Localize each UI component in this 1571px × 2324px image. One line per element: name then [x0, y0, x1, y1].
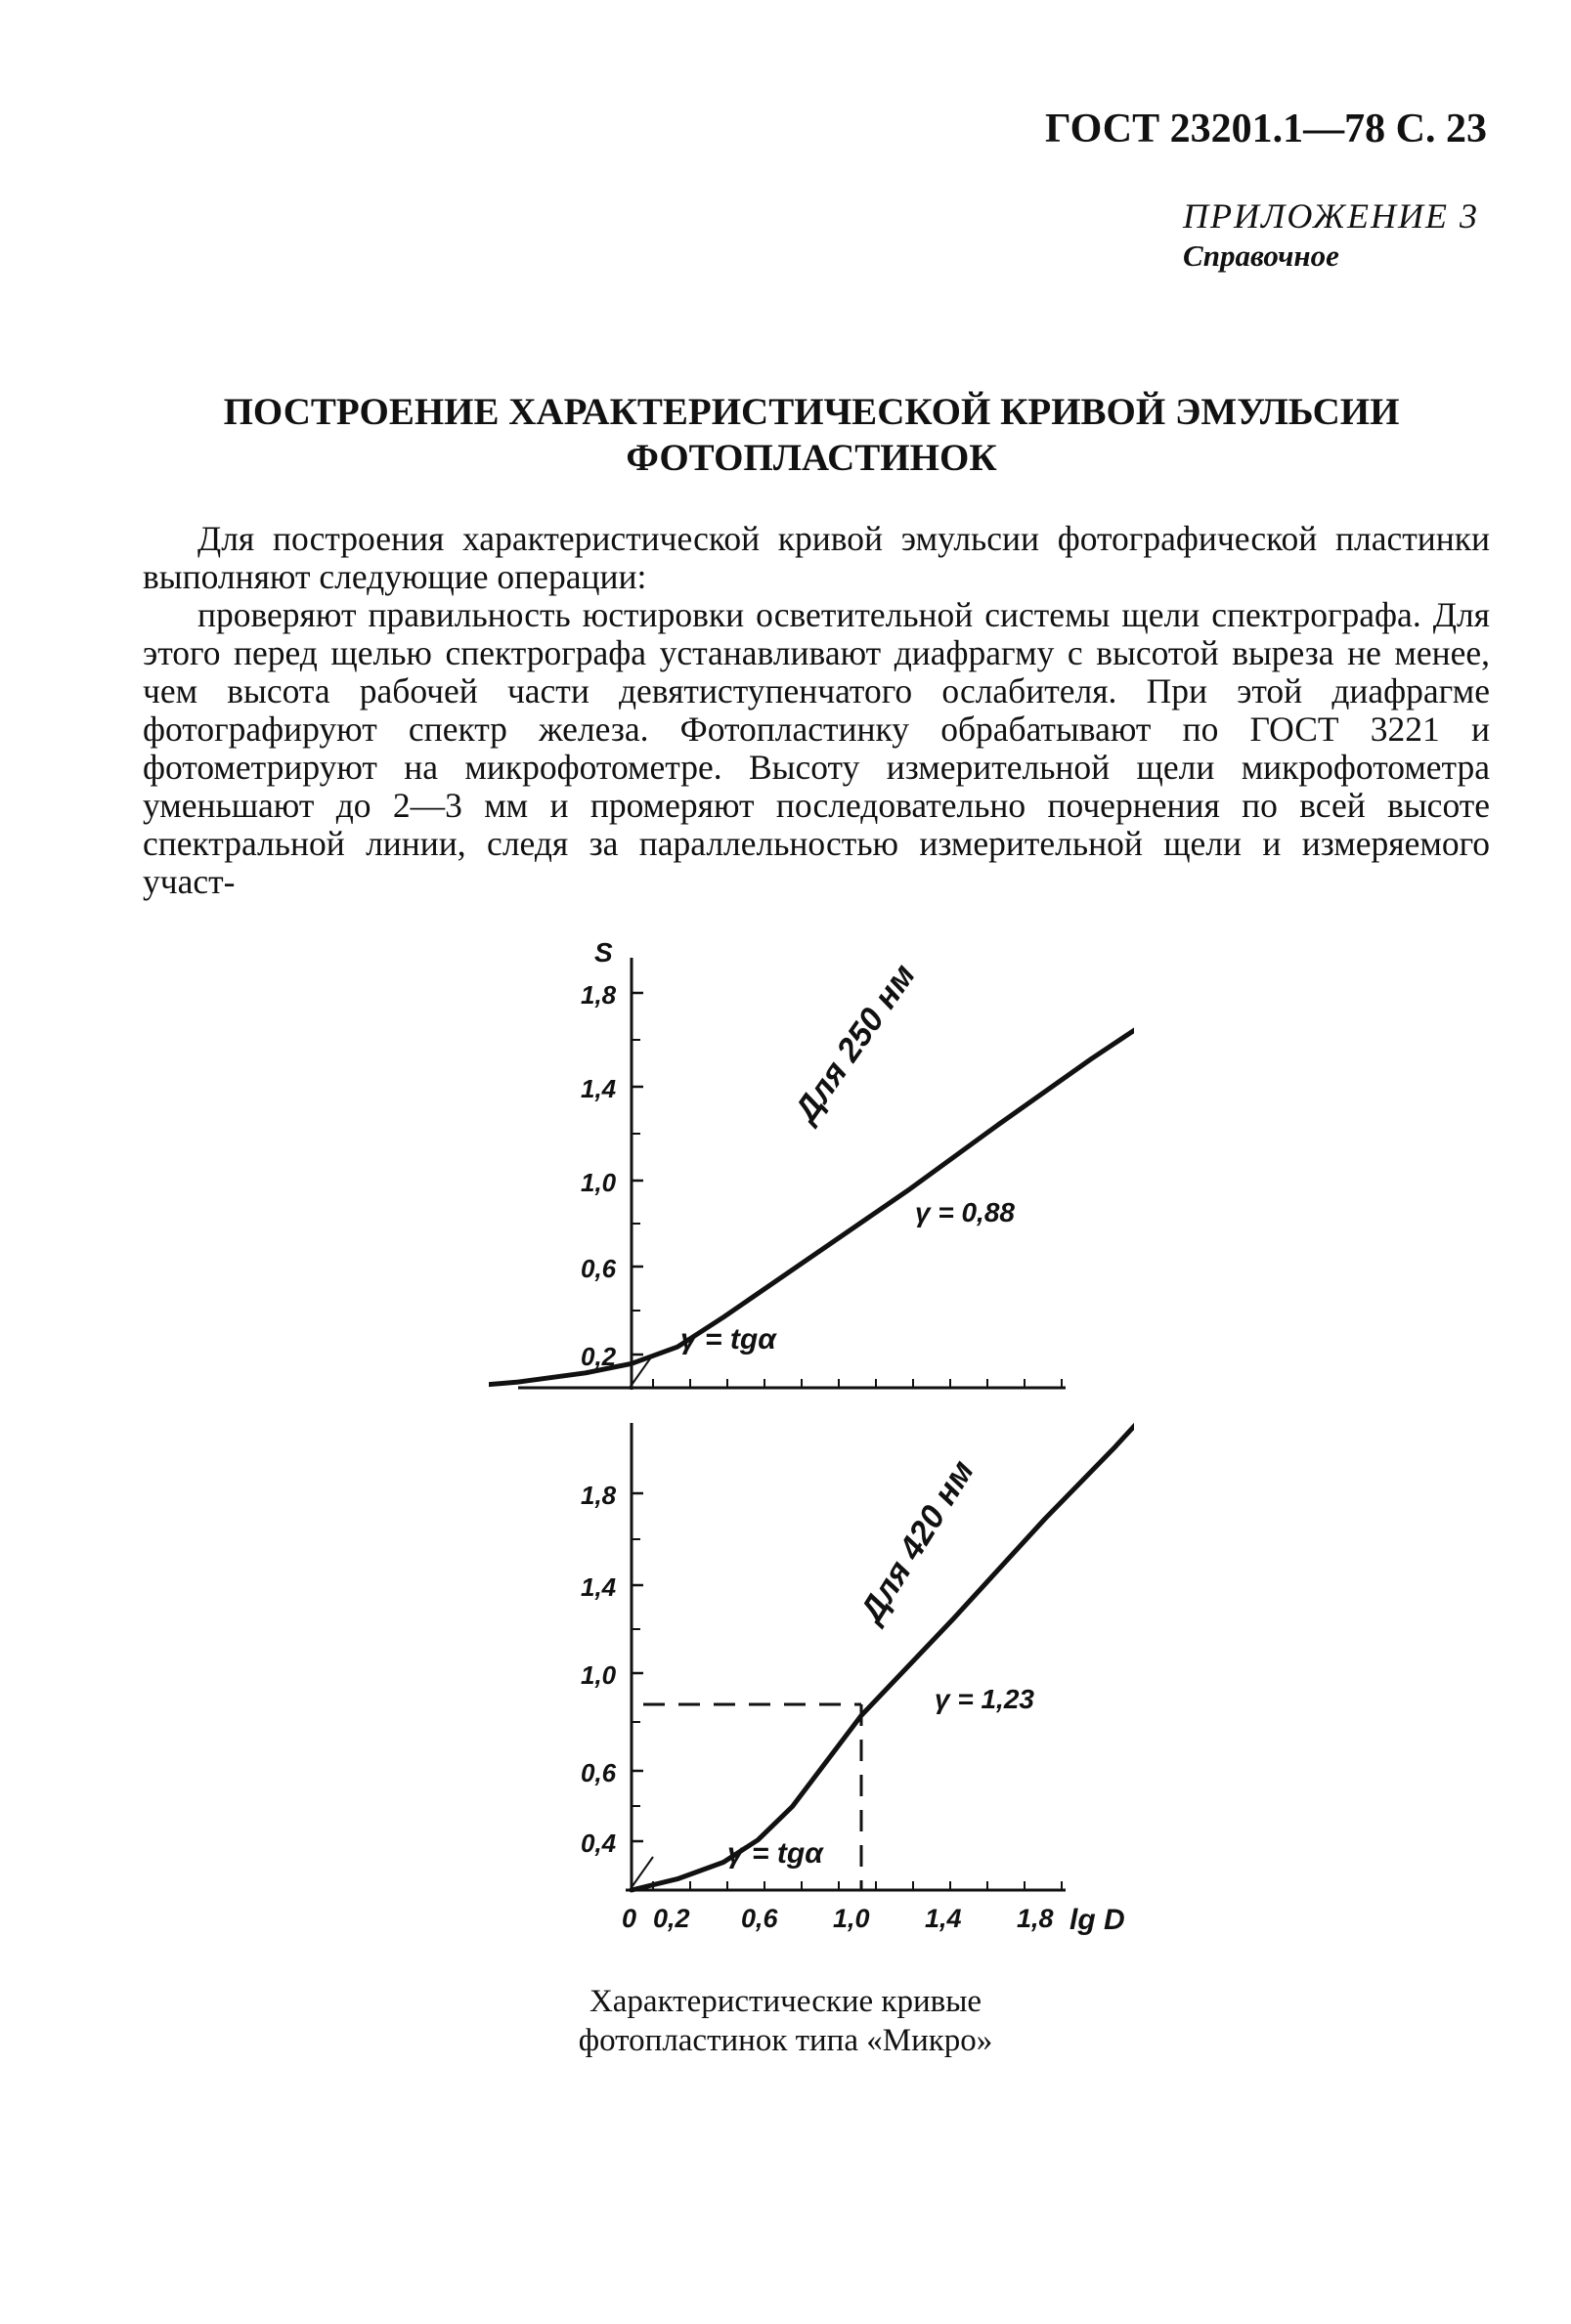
y-tick-label-2-2: 1,0: [581, 1660, 617, 1690]
title-line-1: ПОСТРОЕНИЕ ХАРАКТЕРИСТИЧЕСКОЙ КРИВОЙ ЭМУЛЬСИИ: [223, 391, 1400, 433]
y-tick-label-1-3: 0,6: [581, 1254, 617, 1283]
series-label-250: Для 250 нм: [787, 957, 923, 1129]
page-header: ГОСТ 23201.1—78 С. 23: [1044, 107, 1487, 151]
x-axis-label: lg D: [1069, 1904, 1125, 1936]
figure-caption: [0, 1982, 1571, 2060]
caption-line-1: Характеристические кривые: [589, 1984, 982, 2019]
y-tick-label-2-4: 0,4: [581, 1829, 617, 1858]
x-tick-label-2: 0,6: [741, 1904, 778, 1933]
title-line-2: ФОТОПЛАСТИНОК: [626, 437, 997, 479]
appendix-label: ПРИЛОЖЕНИЕ 3: [1183, 196, 1479, 236]
curve-2: [632, 1399, 1134, 1891]
y-tick-label-1-2: 1,0: [581, 1168, 617, 1197]
y-tick-label-2-3: 0,6: [581, 1758, 617, 1787]
y-axis-label: S: [594, 938, 613, 968]
x-tick-label-4: 1,4: [925, 1904, 962, 1933]
y-tick-label-2-1: 1,4: [581, 1572, 617, 1602]
characteristic-curves-chart: [489, 938, 1134, 1955]
appendix-block: [1183, 195, 1479, 274]
x-tick-label-3: 1,0: [833, 1904, 870, 1933]
gamma-label-250: γ = 0,88: [915, 1197, 1015, 1227]
tangent-label-250: γ = tgα: [680, 1323, 776, 1356]
x-tick-label-0: 0: [622, 1904, 637, 1933]
x-tick-label-5: 1,8: [1017, 1904, 1054, 1933]
body-text: [143, 520, 1490, 901]
x-tick-label-1: 0,2: [653, 1904, 690, 1933]
caption-line-2: фотопластинок типа «Микро»: [578, 2023, 993, 2058]
y-tick-label-1-1: 1,4: [581, 1074, 617, 1103]
paragraph-1: Для построения характеристической кривой эмульсии фотографической пластинки выполняют следующие операции:: [143, 519, 1490, 596]
y-tick-label-2-0: 1,8: [581, 1481, 617, 1510]
y-tick-label-1-0: 1,8: [581, 980, 617, 1010]
appendix-type: Справочное: [1183, 238, 1339, 273]
tangent-label-420: γ = tgα: [727, 1837, 823, 1870]
paragraph-2: проверяют правильность юстировки осветительной системы щели спектрографа. Для этого перед щелью спектрографа устанавливают диафрагму с высотой выреза не менее, чем высота рабочей части девятиступенчатого ослабителя. При этой диафрагме фотографируют спектр железа. Фотопластинку обрабатывают по ГОСТ 3221 и фотометрируют на микрофотометре. Высоту измерительной щели микрофотометра уменьшают до 2—3 мм и промеряют последовательно почернения по всей высоте спектральной линии, следя за параллельностью измерительной щели и измеряемого участ-: [143, 595, 1490, 901]
y-tick-label-1-4: 0,2: [581, 1342, 617, 1371]
document-title: [137, 389, 1486, 481]
series-label-420: Для 420 нм: [852, 1453, 982, 1629]
characteristic-curves-figure: [489, 938, 1134, 1959]
gamma-label-420: γ = 1,23: [935, 1684, 1034, 1714]
